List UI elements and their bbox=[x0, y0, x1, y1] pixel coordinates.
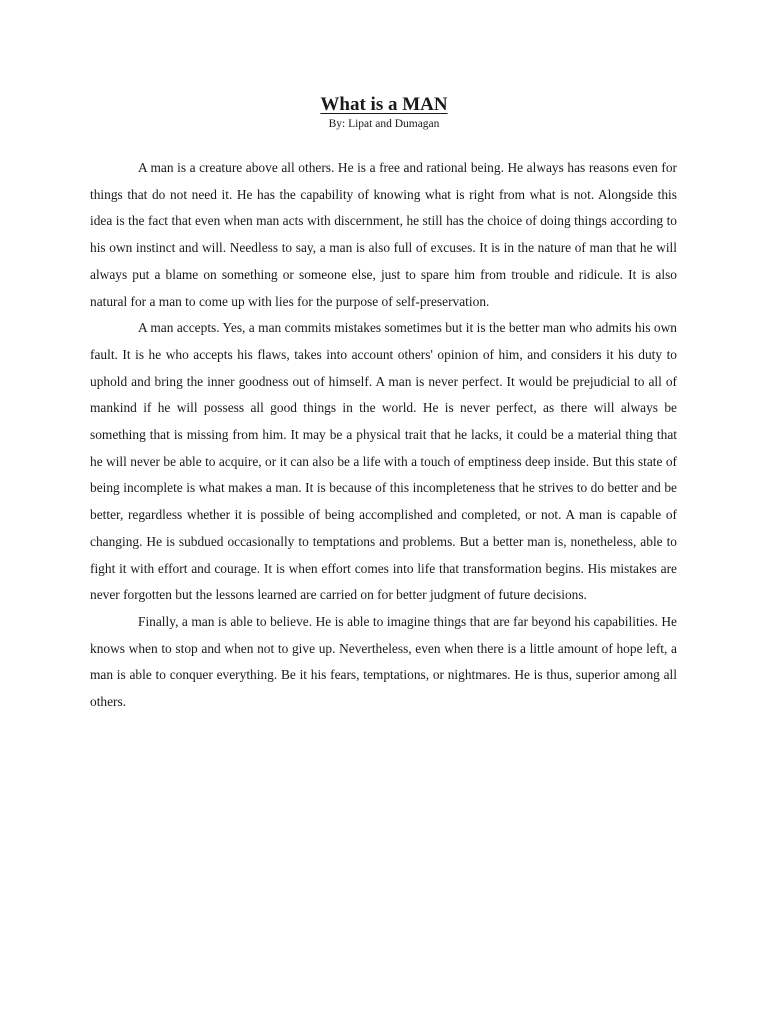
paragraph: Finally, a man is able to believe. He is able to imagine things that are far beyond his capabilities. He knows when to stop and when not to give up. Nevertheless, even when there is a little amount of hope left, a man is able to conquer everything. Be it his fears, temptations, or nightmares. He is thus, superior among all others. bbox=[90, 613, 677, 710]
document-body bbox=[90, 155, 677, 716]
document-title: What is a MAN bbox=[320, 94, 448, 115]
document-byline: By: Lipat and Dumagan bbox=[328, 118, 440, 130]
paragraph: A man is a creature above all others. He is a free and rational being. He always has reasons even for things that do not need it. He has the capability of knowing what is right from what is not. Alongside this idea is the fact that even when man acts with discernment, he still has the choice of doing things according to his own instinct and will. Needless to say, a man is also full of excuses. It is in the nature of man that he will always put a blame on something or someone else, just to spare him from trouble and ridicule. It is also natural for a man to come up with lies for the purpose of self-preservation. bbox=[90, 160, 677, 309]
paragraph: A man accepts. Yes, a man commits mistakes sometimes but it is the better man who admits his own fault. It is he who accepts his flaws, takes into account others' opinion of him, and considers it his duty to uphold and bring the inner goodness out of himself. A man is never perfect. It would be prejudicial to all of mankind if he will possess all good things in the world. He is never perfect, as there will always be something that is missing from him. It may be a physical trait that he lacks, it could be a material thing that he will never be able to acquire, or it can also be a life with a touch of emptiness deep inside. But this state of being incomplete is what makes a man. It is because of this incompleteness that he strives to do better and be better, regardless whether it is possible of being accomplished and completed, or not. A man is capable of changing. He is subdued occasionally to temptations and problems. But a better man is, nonetheless, able to fight it with effort and courage. It is when effort comes into life that transformation begins. His mistakes are never forgotten but the lessons learned are carried on for better judgment of future decisions. bbox=[90, 320, 677, 603]
